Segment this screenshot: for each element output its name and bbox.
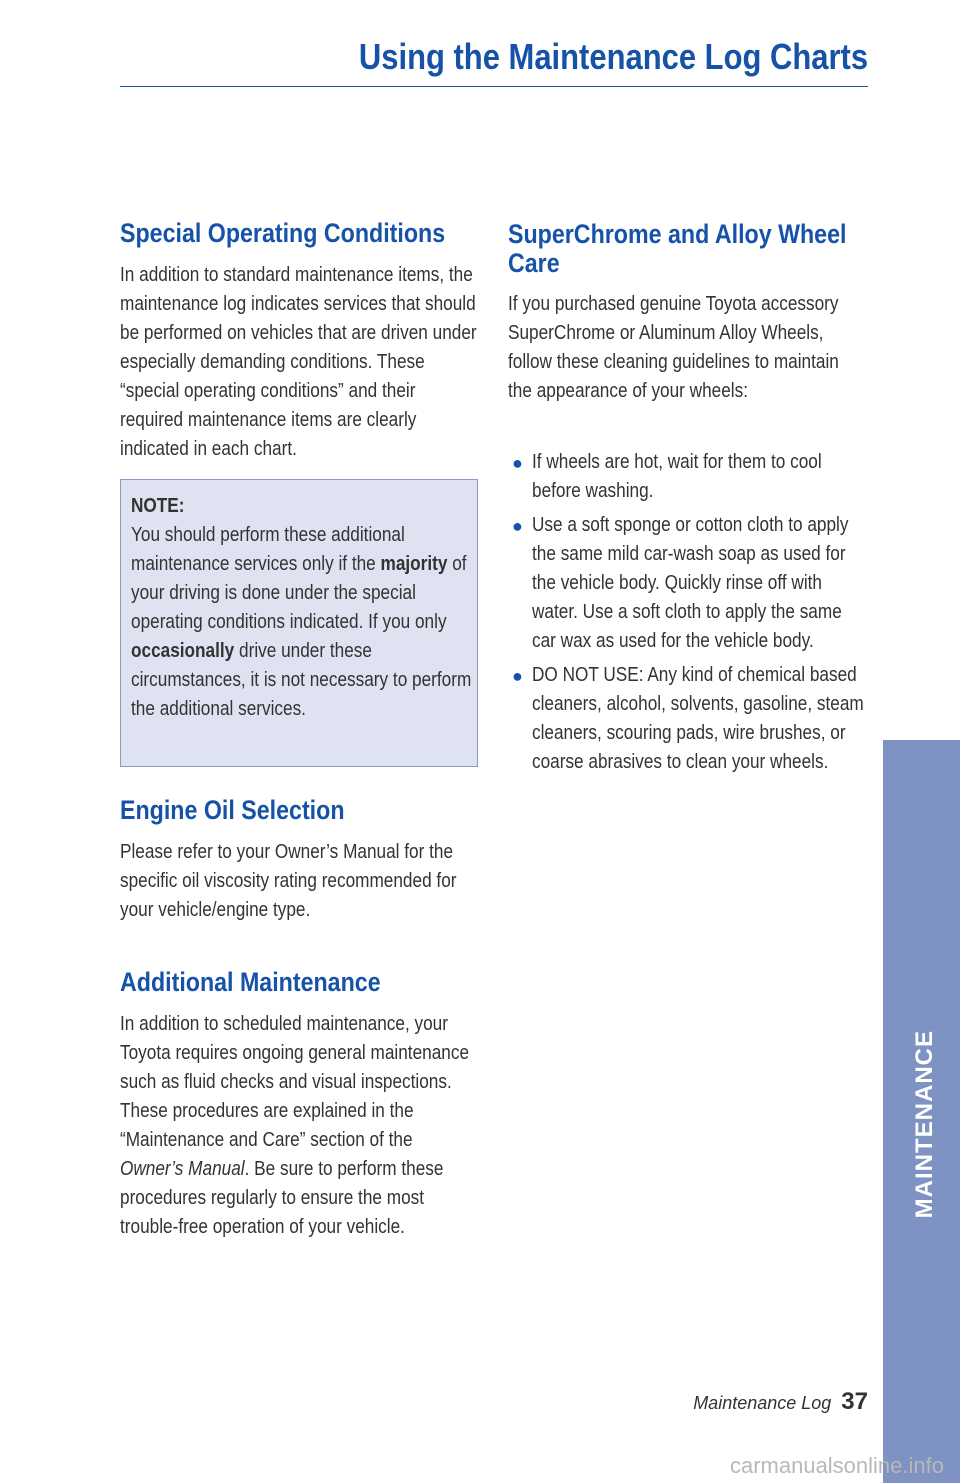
title-divider: [120, 86, 868, 87]
note-emphasis-occasionally: occasionally: [131, 640, 235, 662]
note-content: [131, 492, 475, 724]
note-text-3: drive under these circumstances, it is not necessary to perform the additional services.: [131, 640, 472, 720]
additional-maintenance-body: [120, 1010, 474, 1242]
wheel-care-intro: If you purchased genuine Toyota accessory SuperChrome or Aluminum Alloy Wheels, follow these cleaning guidelines to maintain the appearance of your wheels:: [508, 293, 839, 402]
side-tab-label: MAINTENANCE: [911, 1030, 938, 1219]
watermark: carmanualsonline.info: [729, 1453, 944, 1478]
list-item-text: If wheels are hot, wait for them to cool before washing.: [532, 451, 822, 502]
list-item: [508, 448, 922, 506]
note-text-2: of your driving is done under the special operating conditions indicated. If you only: [131, 553, 467, 633]
footer-label: Maintenance Log: [693, 1393, 832, 1413]
list-item-text: Use a soft sponge or cotton cloth to apply the same mild car-wash soap as used for the vehicle body. Quickly rinse off with water. Use a soft cloth to apply the same car wax as used for the vehicle body.: [532, 514, 849, 652]
list-item-text: DO NOT USE: Any kind of chemical based cleaners, alcohol, solvents, gasoline, steam cleaners, scouring pads, wire brushes, or coarse abrasives to clean your wheels.: [532, 664, 864, 773]
list-item: [508, 511, 922, 656]
note-emphasis-majority: majority: [380, 553, 448, 575]
special-conditions-body: In addition to standard maintenance items, the maintenance log indicates services that should be performed on vehicles that are driven under especially demanding conditions. These “special operating conditions” and their required maintenance items are clearly indicated in each chart.: [120, 264, 477, 460]
bullet-icon: ●: [512, 516, 523, 536]
engine-oil-heading: Engine Oil Selection: [120, 795, 345, 825]
section-side-tab: [883, 740, 960, 1483]
note-text-1: You should perform these additional maintenance services only if the: [131, 524, 405, 575]
special-conditions-heading: Special Operating Conditions: [120, 218, 446, 248]
note-box: [120, 479, 478, 767]
wheel-care-list: [508, 448, 922, 782]
page-footer: [693, 1388, 868, 1416]
additional-body-part-2: . Be sure to perform these procedures regularly to ensure the most trouble-free operation of your vehicle.: [120, 1158, 444, 1238]
owners-manual-reference: Owner’s Manual: [120, 1158, 245, 1180]
page-number: 37: [841, 1388, 868, 1415]
bullet-icon: ●: [512, 453, 523, 473]
wheel-care-heading-line-2: Care: [508, 248, 560, 278]
wheel-care-heading-line-1: SuperChrome and Alloy Wheel: [508, 219, 847, 249]
bullet-icon: ●: [512, 666, 523, 686]
note-label: NOTE:: [131, 495, 185, 517]
engine-oil-body: Please refer to your Owner’s Manual for the specific oil viscosity rating recommended for your vehicle/engine type.: [120, 841, 457, 921]
wheel-care-heading: [508, 220, 846, 278]
list-item: [508, 661, 922, 777]
page-title: Using the Maintenance Log Charts: [358, 36, 868, 77]
additional-maintenance-heading: Additional Maintenance: [120, 967, 381, 997]
additional-body-part-1: In addition to scheduled maintenance, your Toyota requires ongoing general maintenance such as fluid checks and visual inspections. These procedures are explained in the “Maintenance and Care” section of the: [120, 1013, 470, 1151]
